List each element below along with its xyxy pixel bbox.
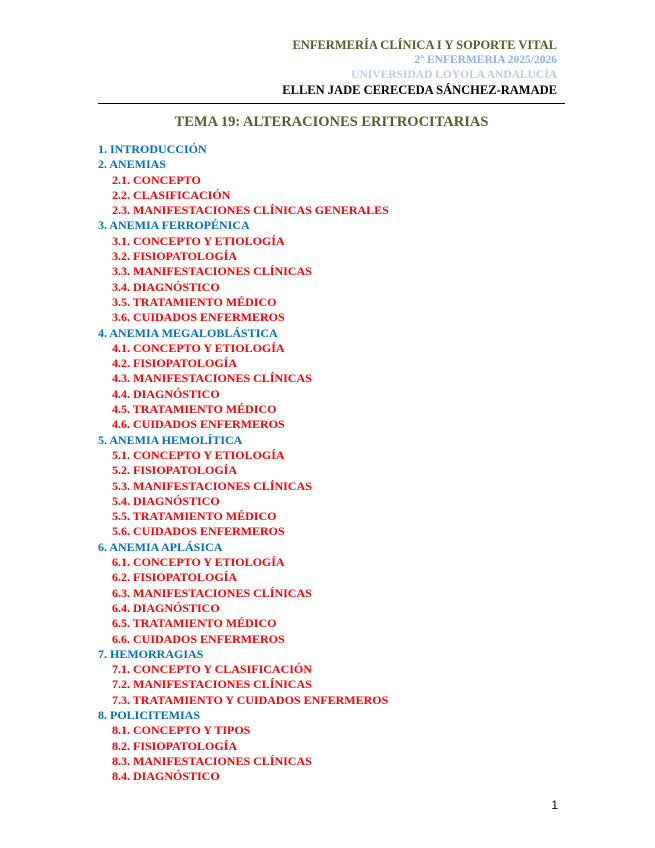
- toc-subsection-link[interactable]: 4.3. MANIFESTACIONES CLÍNICAS: [112, 371, 312, 386]
- toc-subsection-link[interactable]: 8.1. CONCEPTO Y TIPOS: [112, 723, 251, 738]
- toc-section: [98, 540, 565, 647]
- toc-section: [98, 708, 565, 784]
- toc-subsection-link[interactable]: 7.2. MANIFESTACIONES CLÍNICAS: [112, 677, 312, 692]
- document-title: TEMA 19: ALTERACIONES ERITROCITARIAS: [174, 114, 489, 130]
- course-year: 2º ENFERMERIA 2025/2026: [414, 54, 557, 66]
- toc-subsection-link[interactable]: 2.3. MANIFESTACIONES CLÍNICAS GENERALES: [112, 203, 389, 218]
- toc-subsection-link[interactable]: 3.1. CONCEPTO Y ETIOLOGÍA: [112, 233, 285, 248]
- toc-subsection-link[interactable]: 5.6. CUIDADOS ENFERMEROS: [112, 524, 285, 539]
- toc-subsection-link[interactable]: 4.5. TRATAMIENTO MÉDICO: [112, 402, 277, 417]
- toc-subsection-link[interactable]: 5.5. TRATAMIENTO MÉDICO: [112, 509, 277, 524]
- toc-subsection-link[interactable]: 8.2. FISIOPATOLOGÍA: [112, 738, 238, 753]
- header-divider: [98, 103, 565, 104]
- page-number: 1: [551, 798, 558, 812]
- toc-subsection-link[interactable]: 4.4. DIAGNÓSTICO: [112, 386, 220, 401]
- toc-subsection-link[interactable]: 8.3. MANIFESTACIONES CLÍNICAS: [112, 753, 312, 768]
- toc-subsection-link[interactable]: 3.3. MANIFESTACIONES CLÍNICAS: [112, 264, 312, 279]
- toc-subsection-link[interactable]: 6.1. CONCEPTO Y ETIOLOGÍA: [112, 555, 285, 570]
- author-name: ELLEN JADE CERECEDA SÁNCHEZ-RAMADE: [282, 83, 557, 97]
- toc-subsection-link[interactable]: 4.2. FISIOPATOLOGÍA: [112, 356, 238, 371]
- toc-section: [98, 142, 565, 157]
- toc-section: [98, 647, 565, 708]
- toc-subsection-link[interactable]: 6.6. CUIDADOS ENFERMEROS: [112, 631, 285, 646]
- toc-subsection-link[interactable]: 8.4. DIAGNÓSTICO: [112, 769, 220, 784]
- toc-subsection-link[interactable]: 2.1. CONCEPTO: [112, 172, 201, 187]
- toc-section-link[interactable]: 7. HEMORRAGIAS: [98, 646, 204, 661]
- toc-subsection-link[interactable]: 3.2. FISIOPATOLOGÍA: [112, 249, 238, 264]
- toc-subsection-link[interactable]: 3.6. CUIDADOS ENFERMEROS: [112, 310, 285, 325]
- toc-subsection-link[interactable]: 6.3. MANIFESTACIONES CLÍNICAS: [112, 585, 312, 600]
- toc-subsection-link[interactable]: 5.2. FISIOPATOLOGÍA: [112, 463, 238, 478]
- toc-section-link[interactable]: 5. ANEMIA HEMOLÍTICA: [98, 432, 243, 447]
- course-title: ENFERMERÍA CLÍNICA I Y SOPORTE VITAL: [292, 38, 557, 52]
- toc-section-link[interactable]: 8. POLICITEMIAS: [98, 707, 201, 722]
- toc-subsection-link[interactable]: 3.5. TRATAMIENTO MÉDICO: [112, 294, 277, 309]
- toc-section-link[interactable]: 2. ANEMIAS: [98, 157, 167, 172]
- toc-subsection-link[interactable]: 5.4. DIAGNÓSTICO: [112, 493, 220, 508]
- toc-subsection-link[interactable]: 5.3. MANIFESTACIONES CLÍNICAS: [112, 478, 312, 493]
- toc-subsection-link[interactable]: 2.2. CLASIFICACIÓN: [112, 187, 231, 202]
- toc-subsection-link[interactable]: 7.3. TRATAMIENTO Y CUIDADOS ENFERMEROS: [112, 692, 389, 707]
- toc-section: [98, 218, 565, 325]
- toc-subsection-link[interactable]: 6.2. FISIOPATOLOGÍA: [112, 570, 238, 585]
- toc-section-link[interactable]: 3. ANEMIA FERROPÉNICA: [98, 218, 250, 233]
- toc-section: [98, 433, 565, 540]
- university-name: UNIVERSIDAD LOYOLA ANDALUCÍA: [351, 69, 557, 81]
- toc-subsection-link[interactable]: 4.6. CUIDADOS ENFERMEROS: [112, 417, 285, 432]
- table-of-contents: [98, 142, 565, 784]
- toc-section-link[interactable]: 6. ANEMIA APLÁSICA: [98, 539, 223, 554]
- toc-subsection-link[interactable]: 4.1. CONCEPTO Y ETIOLOGÍA: [112, 340, 285, 355]
- toc-subsection-link[interactable]: 6.5. TRATAMIENTO MÉDICO: [112, 616, 277, 631]
- toc-section: [98, 157, 565, 218]
- toc-section-link[interactable]: 1. INTRODUCCIÓN: [98, 142, 207, 156]
- toc-subsection-link[interactable]: 3.4. DIAGNÓSTICO: [112, 279, 220, 294]
- page-header: [282, 38, 557, 98]
- toc-section-link[interactable]: 4. ANEMIA MEGALOBLÁSTICA: [98, 325, 278, 340]
- toc-subsection-link[interactable]: 6.4. DIAGNÓSTICO: [112, 600, 220, 615]
- toc-subsection-link[interactable]: 7.1. CONCEPTO Y CLASIFICACIÓN: [112, 662, 312, 677]
- toc-section: [98, 326, 565, 433]
- toc-subsection-link[interactable]: 5.1. CONCEPTO Y ETIOLOGÍA: [112, 447, 285, 462]
